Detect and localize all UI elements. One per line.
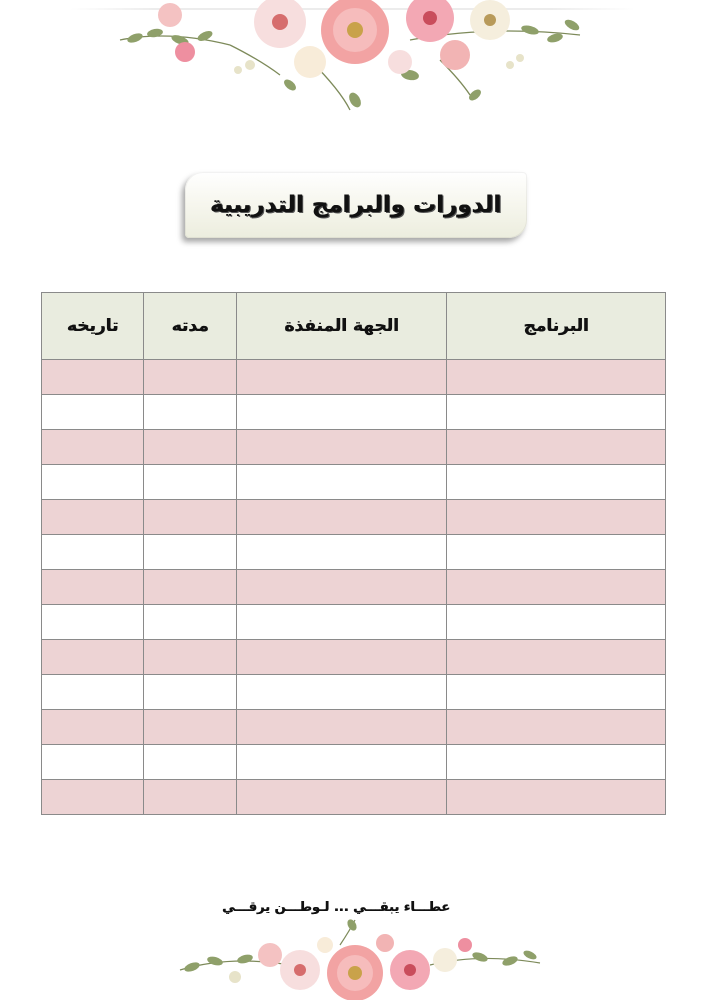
header-provider: الجهة المنفذة <box>237 293 447 360</box>
training-courses-table <box>41 292 666 815</box>
date-cell[interactable] <box>42 640 144 675</box>
duration-cell[interactable] <box>144 500 237 535</box>
duration-cell[interactable] <box>144 675 237 710</box>
table-row <box>42 430 666 465</box>
table-row <box>42 605 666 640</box>
program-cell[interactable] <box>447 535 666 570</box>
table-row <box>42 395 666 430</box>
duration-cell[interactable] <box>144 605 237 640</box>
provider-cell[interactable] <box>237 570 447 605</box>
date-cell[interactable] <box>42 395 144 430</box>
duration-cell[interactable] <box>144 745 237 780</box>
date-cell[interactable] <box>42 500 144 535</box>
provider-cell[interactable] <box>237 675 447 710</box>
date-cell[interactable] <box>42 780 144 815</box>
program-cell[interactable] <box>447 430 666 465</box>
provider-cell[interactable] <box>237 710 447 745</box>
program-cell[interactable] <box>447 395 666 430</box>
provider-cell[interactable] <box>237 395 447 430</box>
provider-cell[interactable] <box>237 780 447 815</box>
floral-footer-decoration <box>170 915 550 1000</box>
duration-cell[interactable] <box>144 465 237 500</box>
table-row <box>42 465 666 500</box>
date-cell[interactable] <box>42 605 144 640</box>
table-header-row <box>42 293 666 360</box>
table-row <box>42 780 666 815</box>
duration-cell[interactable] <box>144 570 237 605</box>
duration-cell[interactable] <box>144 430 237 465</box>
provider-cell[interactable] <box>237 430 447 465</box>
duration-cell[interactable] <box>144 360 237 395</box>
provider-cell[interactable] <box>237 465 447 500</box>
duration-cell[interactable] <box>144 710 237 745</box>
table-row <box>42 640 666 675</box>
table-row <box>42 745 666 780</box>
date-cell[interactable] <box>42 675 144 710</box>
header-program: البرنامج <box>447 293 666 360</box>
table-row <box>42 675 666 710</box>
provider-cell[interactable] <box>237 745 447 780</box>
program-cell[interactable] <box>447 465 666 500</box>
program-cell[interactable] <box>447 640 666 675</box>
table-row <box>42 570 666 605</box>
provider-cell[interactable] <box>237 605 447 640</box>
table-row <box>42 360 666 395</box>
date-cell[interactable] <box>42 465 144 500</box>
table-row <box>42 500 666 535</box>
table-body <box>42 360 666 815</box>
page-title: الدورات والبرامج التدريبية <box>210 192 502 218</box>
duration-cell[interactable] <box>144 535 237 570</box>
duration-cell[interactable] <box>144 780 237 815</box>
program-cell[interactable] <box>447 360 666 395</box>
date-cell[interactable] <box>42 710 144 745</box>
duration-cell[interactable] <box>144 395 237 430</box>
date-cell[interactable] <box>42 360 144 395</box>
program-cell[interactable] <box>447 780 666 815</box>
program-cell[interactable] <box>447 675 666 710</box>
table-row <box>42 535 666 570</box>
table-row <box>42 710 666 745</box>
date-cell[interactable] <box>42 745 144 780</box>
header-date: تاريخه <box>42 293 144 360</box>
program-cell[interactable] <box>447 605 666 640</box>
program-cell[interactable] <box>447 500 666 535</box>
date-cell[interactable] <box>42 535 144 570</box>
date-cell[interactable] <box>42 570 144 605</box>
duration-cell[interactable] <box>144 640 237 675</box>
program-cell[interactable] <box>447 710 666 745</box>
program-cell[interactable] <box>447 570 666 605</box>
date-cell[interactable] <box>42 430 144 465</box>
provider-cell[interactable] <box>237 500 447 535</box>
provider-cell[interactable] <box>237 535 447 570</box>
footer-motto: عطـــاء يبقـــي ... لـوطـــن يرقـــي <box>221 900 450 915</box>
header-duration: مدته <box>144 293 237 360</box>
provider-cell[interactable] <box>237 640 447 675</box>
floral-header-decoration <box>110 0 600 120</box>
title-banner <box>185 172 527 238</box>
program-cell[interactable] <box>447 745 666 780</box>
provider-cell[interactable] <box>237 360 447 395</box>
